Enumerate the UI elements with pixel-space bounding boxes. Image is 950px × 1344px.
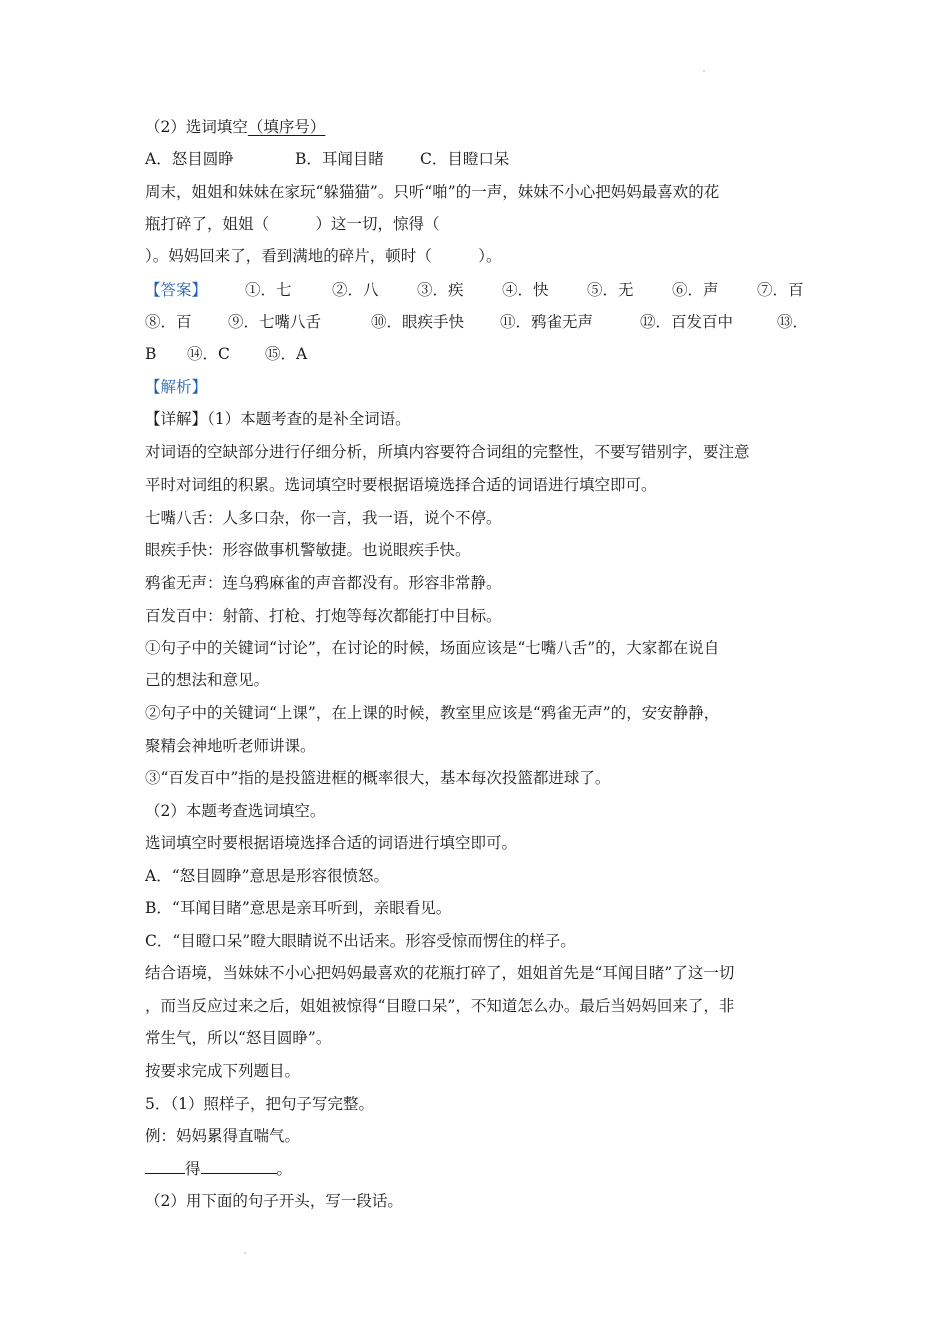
option-c: C．目瞪口呆	[420, 150, 510, 168]
answer-row-1	[145, 280, 810, 300]
q2-heading-underlined: （填序号）	[247, 118, 326, 136]
sentence-1b: 己的想法和意见。	[145, 671, 270, 689]
sentence-2b: 聚精会神地听老师讲课。	[145, 737, 316, 755]
sentence-1a: ①句子中的关键词“讨论”，在讨论的时候，场面应该是“七嘴八舌”的，大家都在说自	[145, 639, 720, 657]
definition-3: 鸦雀无声：连乌鸦麻雀的声音都没有。形容非常静。	[145, 574, 502, 592]
answer-row-3	[145, 344, 810, 364]
scan-dot	[244, 1252, 246, 1254]
explain-a: A．“怒目圆睁”意思是形容很愤怒。	[145, 867, 390, 885]
q2-heading-prefix: （2）选词填空	[145, 118, 248, 136]
explain-b: B．“耳闻目睹”意思是亲耳听到，亲眼看见。	[145, 899, 452, 917]
answer-item: ⑪．鸦雀无声	[500, 313, 594, 331]
definition-2: 眼疾手快：形容做事机警敏捷。也说眼疾手快。	[145, 541, 471, 559]
scan-dot	[703, 70, 705, 72]
answer-item: ⑦．百	[757, 281, 804, 299]
answer-item: B	[145, 345, 157, 363]
q5-intro: 按要求完成下列题目。	[145, 1062, 301, 1080]
q5-fill-mid: 得	[185, 1160, 201, 1178]
answer-label: 【答案】	[145, 281, 208, 299]
q2-heading	[145, 117, 815, 137]
q5-fill-line	[145, 1159, 815, 1179]
answer-row-2	[145, 312, 810, 332]
answer-item: ⑤．无	[587, 281, 634, 299]
analysis-label: 【解析】	[145, 378, 208, 396]
detail-line-3: 平时对词组的积累。选词填空时要根据语境选择合适的词语进行填空即可。	[145, 476, 657, 494]
sentence-2a: ②句子中的关键词“上课”，在上课的时候，教室里应该是“鸦雀无声”的，安安静静，	[145, 704, 720, 722]
story-line-2: 瓶打碎了，姐姐（ ）这一切，惊得（	[145, 215, 440, 233]
q5-part-2: （2）用下面的句子开头，写一段话。	[145, 1192, 403, 1210]
context-line-2: ，而当反应过来之后，姐姐被惊得“目瞪口呆”，不知道怎么办。最后当妈妈回来了，非	[145, 997, 735, 1015]
option-a: A．怒目圆睁	[145, 150, 234, 168]
detail-line-2: 对词语的空缺部分进行仔细分析，所填内容要符合词组的完整性，不要写错别字，要注意	[145, 443, 750, 461]
q5-example: 例：妈妈累得直喘气。	[145, 1127, 301, 1145]
definition-4: 百发百中：射箭、打枪、打炮等每次都能打中目标。	[145, 607, 502, 625]
detail-line-1: 【详解】（1）本题考查的是补全词语。	[145, 410, 411, 428]
context-line-1: 结合语境，当妹妹不小心把妈妈最喜欢的花瓶打碎了，姐姐首先是“耳闻目睹”了这一切	[145, 964, 735, 982]
answer-item: ⑨．七嘴八舌	[228, 313, 322, 331]
answer-item: ⑭．C	[187, 345, 230, 363]
part-2-instruction: 选词填空时要根据语境选择合适的词语进行填空即可。	[145, 834, 518, 852]
part-2-heading: （2）本题考查选词填空。	[145, 802, 326, 820]
answer-item: ⑧．百	[145, 313, 192, 331]
story-line-3: ）。妈妈回来了，看到满地的碎片，顿时（ ）。	[145, 247, 502, 265]
answer-blank-1[interactable]	[145, 1159, 185, 1174]
answer-item: ③．疾	[417, 281, 464, 299]
q5-title: 5．（1）照样子，把句子写完整。	[145, 1095, 374, 1113]
answer-item: ⑫．百发百中	[640, 313, 734, 331]
context-line-3: 常生气，所以“怒目圆睁”。	[145, 1029, 332, 1047]
story-line-1: 周末，姐姐和妹妹在家玩“躲猫猫”。只听“啪”的一声，妹妹不小心把妈妈最喜欢的花	[145, 183, 720, 201]
explain-c: C．“目瞪口呆”瞪大眼睛说不出话来。形容受惊而愣住的样子。	[145, 932, 576, 950]
q5-fill-end: 。	[276, 1160, 293, 1178]
answer-item: ⑬．	[777, 313, 809, 331]
answer-blank-2[interactable]	[201, 1159, 277, 1174]
answer-item: ⑩．眼疾手快	[371, 313, 465, 331]
definition-1: 七嘴八舌：人多口杂，你一言，我一语，说个不停。	[145, 509, 502, 527]
option-b: B．耳闻目睹	[295, 150, 384, 168]
sentence-3: ③“百发百中”指的是投篮进框的概率很大，基本每次投篮都进球了。	[145, 769, 611, 787]
answer-item: ①．七	[245, 281, 292, 299]
answer-item: ②．八	[332, 281, 379, 299]
answer-item: ⑥．声	[672, 281, 719, 299]
answer-item: ⑮．A	[265, 345, 308, 363]
answer-item: ④．快	[502, 281, 549, 299]
